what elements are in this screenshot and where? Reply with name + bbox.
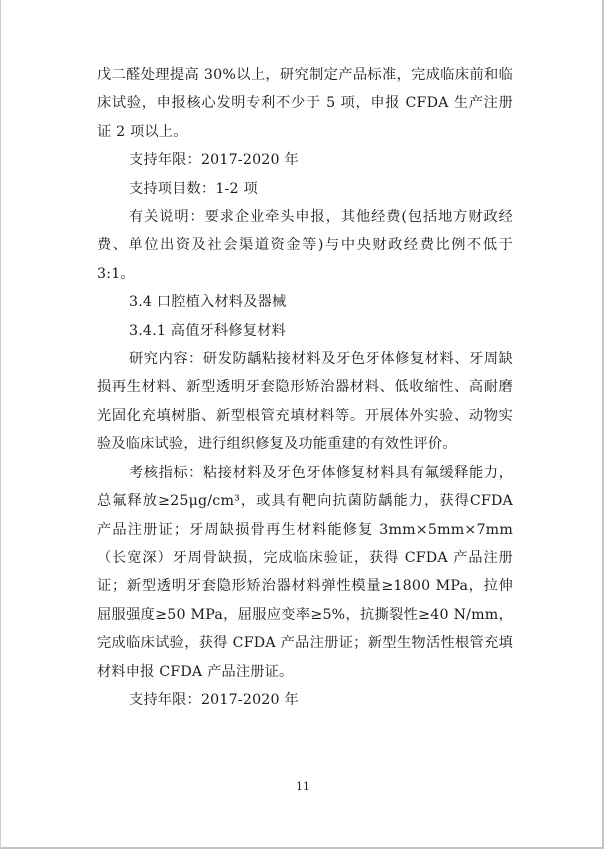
section-heading-3-4-1: 3.4.1 高值牙科修复材料 <box>129 322 286 339</box>
paragraph-support-years: 支持年限：2017-2020 年 <box>129 152 299 169</box>
paragraph-continued: 戊二醛处理提高 30%以上，研究制定产品标准，完成临床前和临床试验，申报核心发明专利不少于 5 项，申报 CFDA 生产注册证 2 项以上。 <box>97 67 513 140</box>
paragraph-assessment-indicators: 考核指标：粘接材料及牙色牙体修复材料具有氟缓释能力，总氟释放≥25μg/cm³，或具有靶向抗菌防龋能力，获得CFDA 产品注册证；牙周缺损骨再生材料能修复 3mm×5mm×7mm（长宽深）牙周骨缺损，完成临床验证，获得 CFDA 产品注册证；新型透明牙套隐形矫治器材料弹性模量≥1800 MPa，拉伸屈服强度≥50 MPa，屈服应变率≥5%，抗撕裂性≥40 N/mm，完成临床试验，获得 CFDA 产品注册证；新型生物活性根管充填材料申报 CFDA 产品注册证。 <box>97 464 513 680</box>
section-heading-3-4: 3.4 口腔植入材料及器械 <box>129 294 287 311</box>
paragraph-notes: 有关说明：要求企业牵头申报，其他经费(包括地方财政经费、单位出资及社会渠道资金等)与中央财政经费比例不低于3:1。 <box>97 209 513 282</box>
page-body <box>97 61 513 714</box>
page-number: 11 <box>296 780 310 793</box>
paragraph-project-count: 支持项目数：1-2 项 <box>129 180 258 197</box>
paragraph-research-content: 研究内容：研发防龋粘接材料及牙色牙体修复材料、牙周缺损再生材料、新型透明牙套隐形矫治器材料、低收缩性、高耐磨光固化充填树脂、新型根管充填材料等。开展体外实验、动物实验及临床试验，进行组织修复及功能重建的有效性评价。 <box>97 351 513 453</box>
paragraph-support-years-2: 支持年限：2017-2020 年 <box>129 691 299 708</box>
